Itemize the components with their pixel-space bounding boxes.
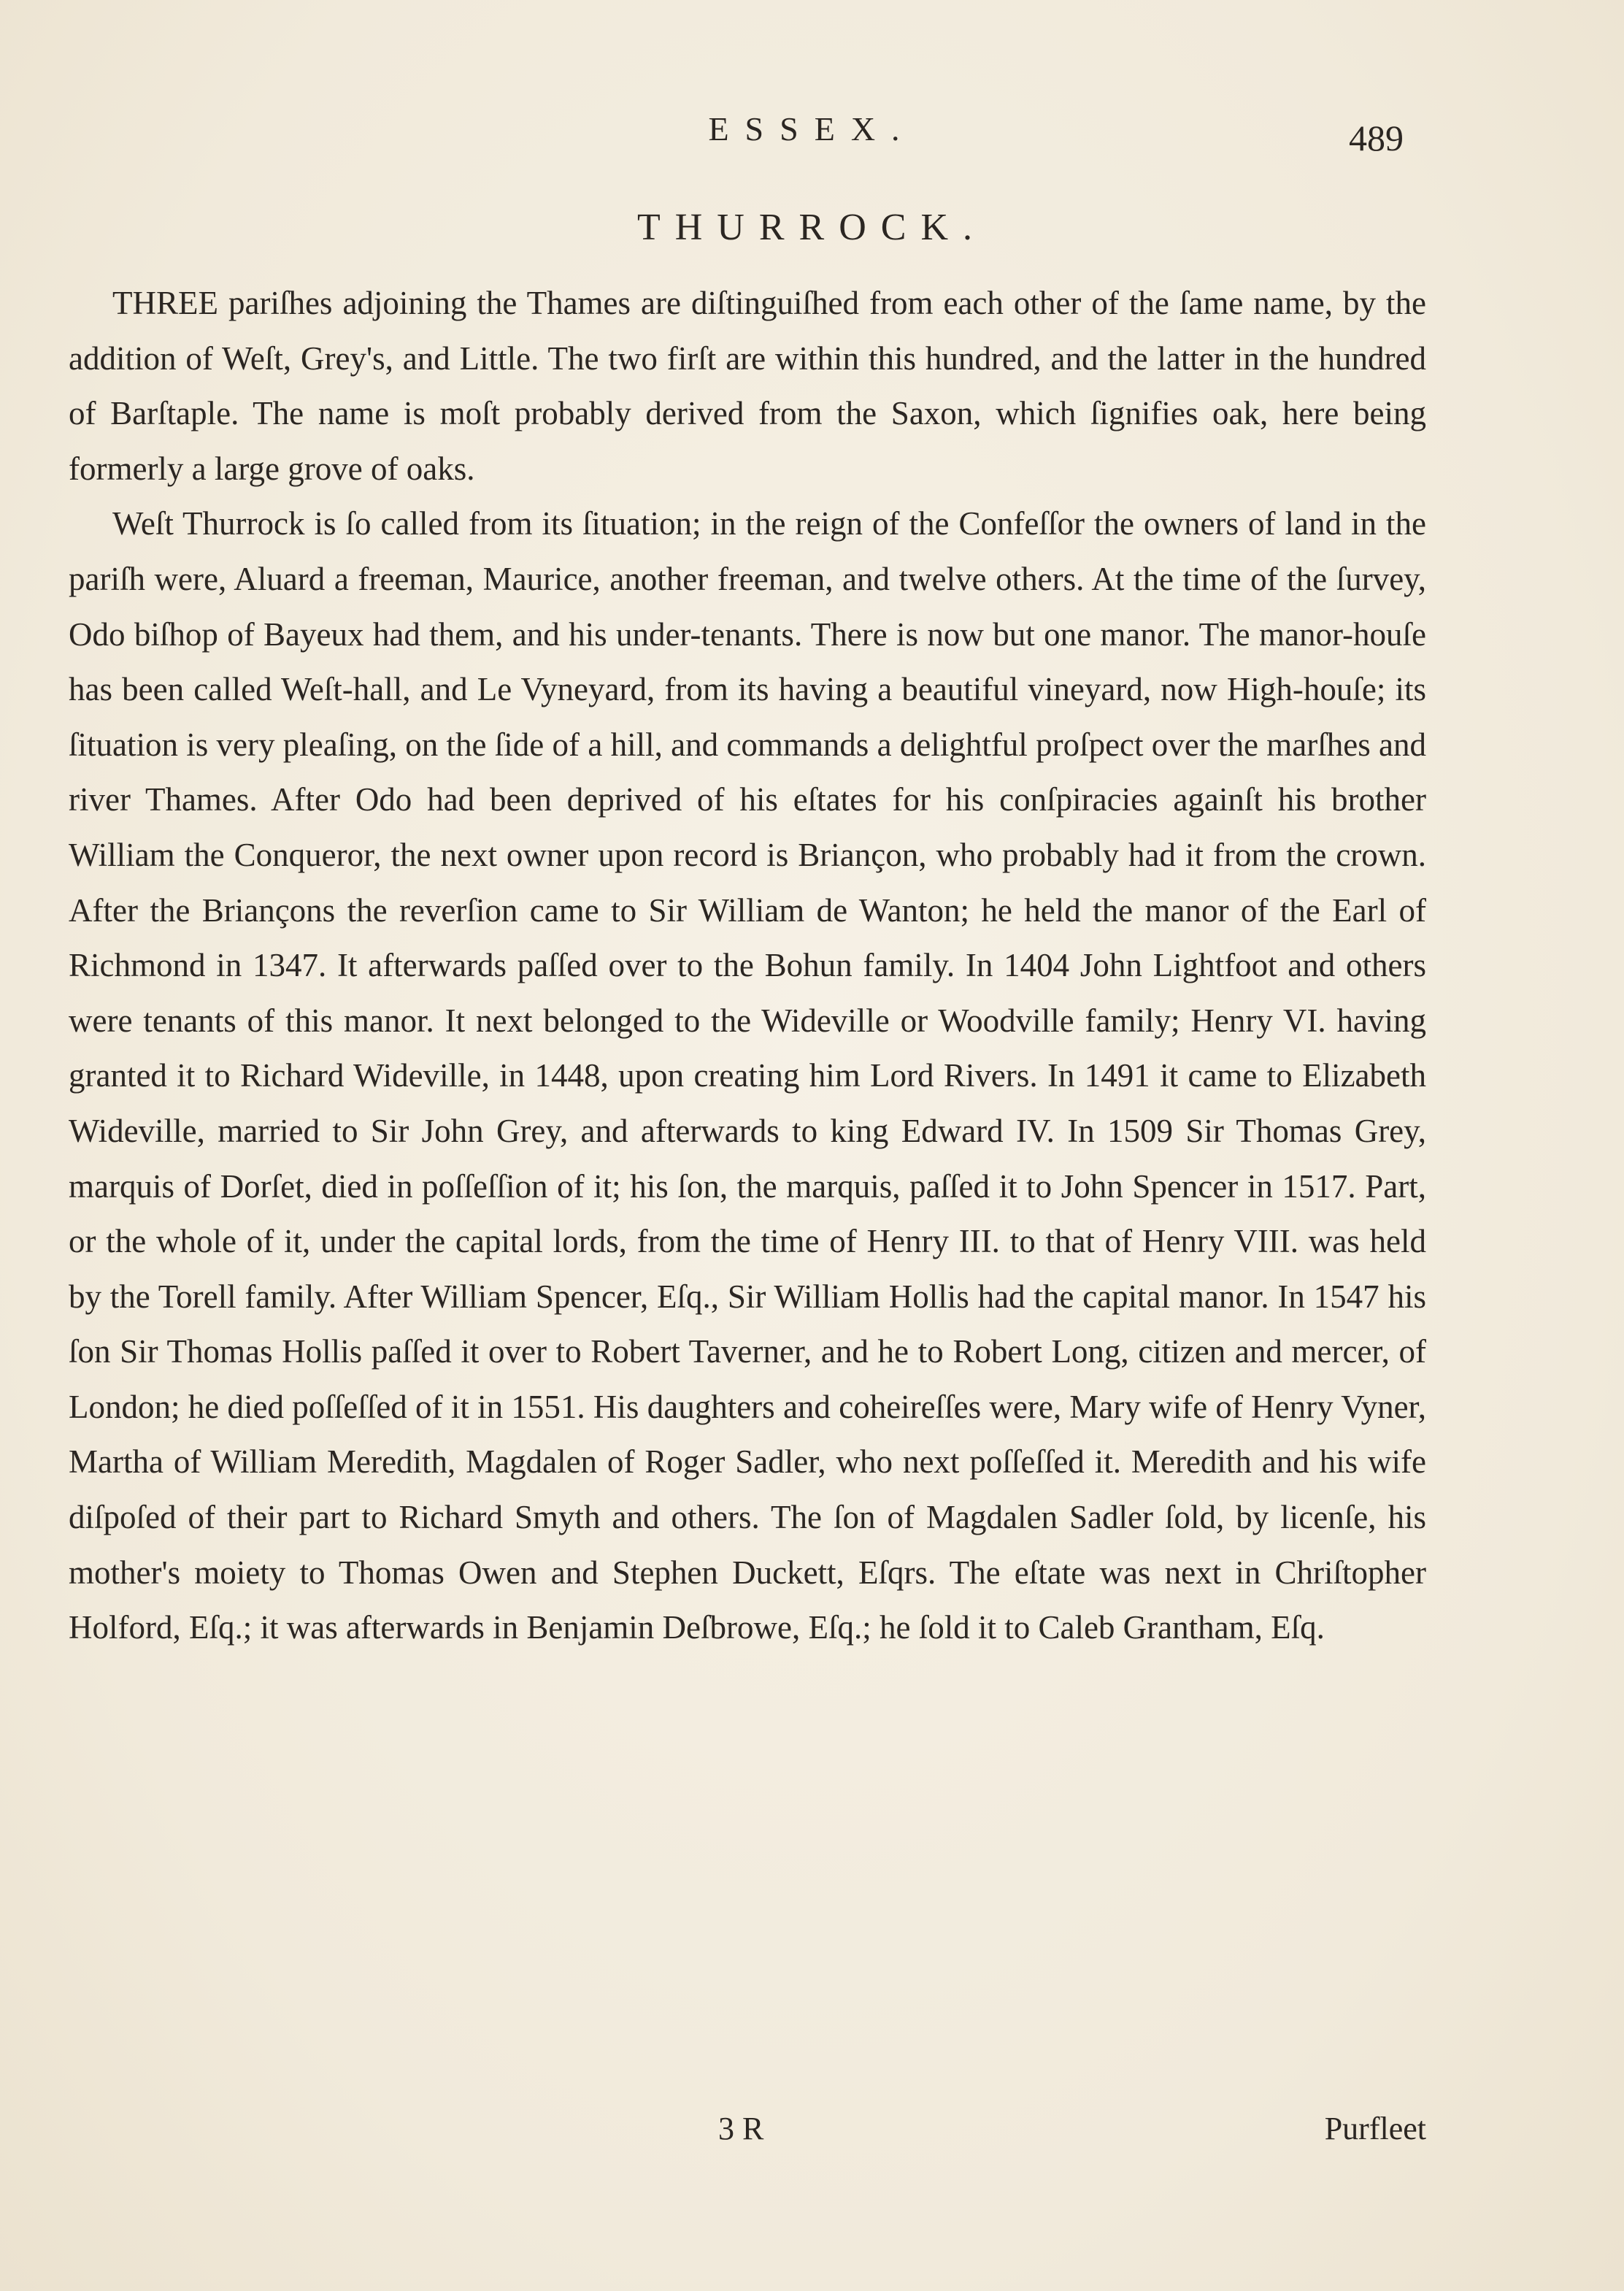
section-title: THURROCK. [636, 207, 988, 248]
page-number: 489 [1349, 118, 1404, 158]
catchword: Purfleet [1324, 2111, 1426, 2146]
paragraph-intro: THREE pariſhes adjoining the Thames are diſtinguiſhed from each other of the ſame name, by the addition of Weſt, Grey's, and Little. The two firſt are within this hundred, and the latter in the hundred of Barſtaple. The name is moſt probably derived from the Saxon, which ſignifies oak, here being formerly a large grove of oaks. [69, 285, 1426, 487]
page-footer [69, 2110, 1426, 2161]
body-text [69, 276, 1426, 1656]
signature-mark: 3 R [718, 2111, 764, 2146]
running-head: ESSEX. [708, 110, 916, 147]
paragraph-west-thurrock: Weſt Thurrock is ſo called from its ſituation; in the reign of the Confeſſor the owners of land in the pariſh were, Aluard a freeman, Maurice, another freeman, and twelve others. At the time of the ſurvey, Odo biſhop of Bayeux had them, and his under-tenants. There is now but one manor. The manor-houſe has been called Weſt-hall, and Le Vyneyard, from its having a beautiful vineyard, now High-houſe; its ſituation is very pleaſing, on the ſide of a hill, and commands a delightful proſpect over the marſhes and river Thames. After Odo had been deprived of his eſtates for his conſpiracies againſt his brother William the Conqueror, the next owner upon record is Briançon, who probably had it from the crown. After the Briançons the reverſion came to Sir William de Wanton; he held the manor of the Earl of Richmond in 1347. It afterwards paſſed over to the Bohun family. In 1404 John Lightfoot and others were tenants of this manor. It next belonged to the Wideville or Woodville family; Henry VI. having granted it to Richard Wideville, in 1448, upon creating him Lord Rivers. In 1491 it came to Elizabeth Wideville, married to Sir John Grey, and afterwards to king Edward IV. In 1509 Sir Thomas Grey, marquis of Dorſet, died in poſſeſſion of it; his ſon, the marquis, paſſed it to John Spencer in 1517. Part, or the whole of it, under the capital lords, from the time of Henry III. to that of Henry VIII. was held by the Torell family. After William Spencer, Eſq., Sir William Hollis had the capital manor. In 1547 his ſon Sir Thomas Hollis paſſed it over to Robert Taverner, and he to Robert Long, citizen and mercer, of London; he died poſſeſſed of it in 1551. His daughters and coheireſſes were, Mary wife of Henry Vyner, Martha of William Meredith, Magdalen of Roger Sadler, who next poſſeſſed it. Meredith and his wife diſpoſed of their part to Richard Smyth and others. The ſon of Magdalen Sadler ſold, by licenſe, his mother's moiety to Thomas Owen and Stephen Duckett, Eſqrs. The eſtate was next in Chriſtopher Holford, Eſq.; it was afterwards in Benjamin Deſbrowe, Eſq.; he ſold it to Caleb Grantham, Eſq. [69, 505, 1426, 1646]
